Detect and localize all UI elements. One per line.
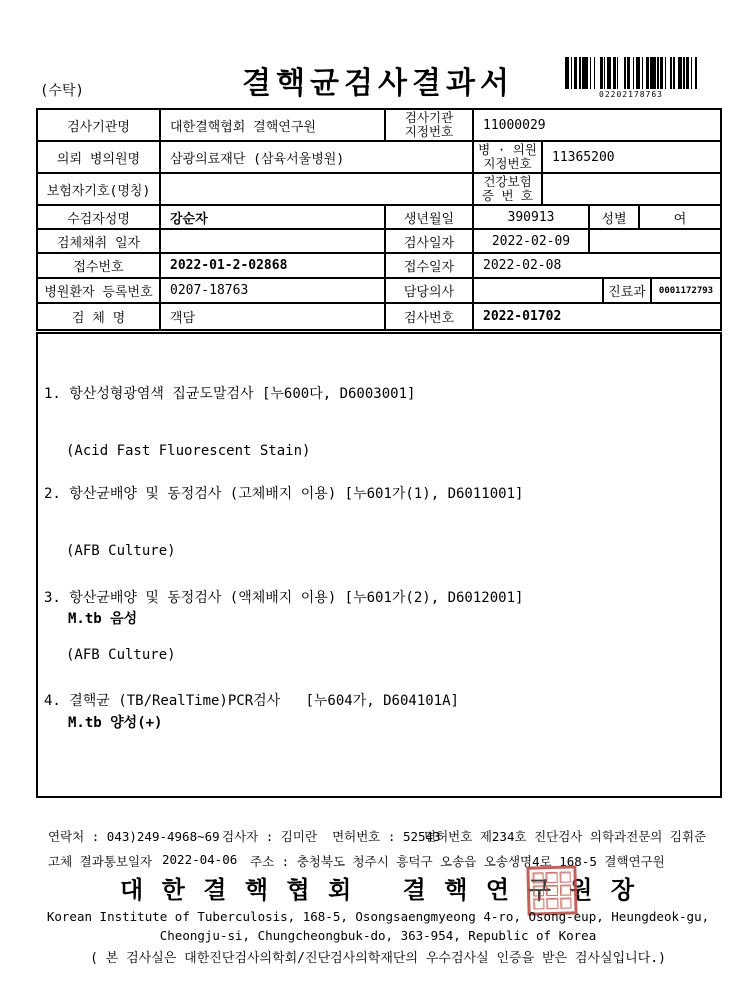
- label-test-number: 검사번호: [386, 304, 474, 329]
- label-agency-number-line1: 검사기관: [404, 110, 454, 125]
- table-row-receipt-number: [38, 254, 720, 279]
- table-row-patient-name: [38, 206, 720, 230]
- barcode: [565, 57, 697, 99]
- result-item-value: M.tb 양성(+): [68, 715, 163, 731]
- value-specimen-name: 객담: [161, 304, 386, 329]
- label-receipt-number: 접수번호: [38, 254, 161, 277]
- seal-glyph: [533, 872, 545, 883]
- label-receipt-date: 접수일자: [386, 254, 474, 277]
- seal-glyph: [533, 885, 545, 896]
- label-hospital-designation-number: [474, 142, 543, 172]
- info-table: [36, 108, 722, 331]
- result-item-title: 3. 항산균배양 및 동정검사 (액체배지 이용) [누601가(2), D6012001]: [44, 590, 524, 606]
- value-doctor: [474, 279, 604, 302]
- document-title: 결핵균검사결과서: [242, 66, 514, 101]
- address-info: 주소 : 충청북도 청주시 흥덕구 오송읍 오송생명4로 168-5 결핵연구원: [250, 854, 665, 869]
- label-birth-date: 생년월일: [386, 206, 474, 228]
- label-insurer-code: 보험자기호(명칭): [38, 174, 161, 204]
- english-address-line2: Cheongju-si, Chungcheongbuk-do, 363-954, Republic of Korea: [159, 928, 597, 943]
- value-birth-date: 390913: [474, 206, 590, 228]
- value-requesting-hospital: 삼광의료재단 (삼육서울병원): [161, 142, 474, 172]
- value-receipt-number: 2022-01-2-02868: [161, 254, 386, 277]
- barcode-number: 02202178763: [599, 90, 663, 99]
- value-hospital-designation-number: 11365200: [552, 149, 615, 165]
- label-doctor: 담당의사: [386, 279, 474, 302]
- result-item-title: 2. 항산균배양 및 동정검사 (고체배지 이용) [누601가(1), D6011001]: [44, 486, 524, 502]
- value-department: 0001172793: [658, 285, 714, 296]
- label-hospital-number-line1: 병 · 의원: [478, 142, 537, 157]
- solid-report-date: 2022-04-06: [162, 852, 238, 867]
- barcode-image: [565, 57, 697, 89]
- value-receipt-date: 2022-02-08: [483, 258, 562, 273]
- result-item-subtitle: (AFB Culture): [66, 647, 176, 663]
- label-test-date: 검사일자: [386, 230, 474, 252]
- label-test-agency: 검사기관명: [38, 110, 161, 140]
- value-patient-name: 강순자: [161, 206, 386, 228]
- value-insurance-cert-number: [543, 174, 720, 204]
- label-hospital-number-line2: 지정번호: [483, 156, 532, 171]
- label-insurance-cert-number: [474, 174, 543, 204]
- label-patient-name: 수검자성명: [38, 206, 161, 228]
- results-box: [36, 332, 722, 798]
- cell-empty: [590, 230, 720, 252]
- result-item-pcr: [44, 654, 714, 787]
- seal-glyph: [560, 898, 572, 909]
- table-row-requesting-hospital: [38, 142, 720, 174]
- value-agency-designation-number: 11000029: [483, 117, 546, 133]
- label-collection-date: 검체채취 일자: [38, 230, 161, 252]
- result-item-title: 4. 결핵균 (TB/RealTime)PCR검사 [누604가, D604101A]: [44, 693, 459, 709]
- label-agency-designation-number: [386, 110, 474, 140]
- label-sex: 성별: [590, 206, 640, 228]
- table-row-insurer-code: [38, 174, 720, 206]
- value-test-agency: 대한결핵협회 결핵연구원: [161, 110, 386, 140]
- seal-glyph: [546, 885, 558, 896]
- table-row-specimen: [38, 304, 720, 329]
- organization-title: 대 한 결 핵 협 회 결 핵 연 구 원 장: [119, 876, 637, 904]
- result-item-subtitle: (Acid Fast Fluorescent Stain): [66, 443, 311, 459]
- label-agency-number-line2: 지정번호: [404, 124, 454, 139]
- table-row-patient-id: [38, 279, 720, 304]
- label-insurance-cert-line2: 증 번 호: [481, 188, 534, 203]
- seal-glyph: [547, 898, 559, 909]
- english-address-line1: Korean Institute of Tuberculosis, 168-5, Osongsaengmyeong 4-ro, Osong-eup, Heungdeok-gu,: [46, 909, 710, 924]
- result-item-subtitle: (AFB Culture): [66, 543, 176, 559]
- label-insurance-cert-line1: 건강보험: [483, 174, 532, 189]
- seal-glyph: [533, 898, 545, 909]
- value-sex: 여: [673, 211, 687, 227]
- solid-report-date-label: 고체 결과통보일자: [48, 854, 153, 869]
- label-requesting-hospital: 의뢰 병의원명: [38, 142, 161, 172]
- consignment-label: (수탁): [40, 83, 84, 99]
- result-item-title: 1. 항산성형광염색 집균도말검사 [누600다, D6003001]: [44, 386, 416, 402]
- seal-glyph: [546, 872, 558, 883]
- contact-info: 연락처 : 043)249-4968~69: [48, 829, 220, 844]
- table-row-test-agency: [38, 110, 720, 142]
- examiner-info: 검사자 : 김미란 면허번호 : 52543: [222, 829, 441, 844]
- table-row-collection-date: [38, 230, 720, 254]
- value-patient-id: 0207-18763: [161, 279, 386, 302]
- value-insurer-code: [161, 174, 474, 204]
- seal-glyph: [559, 872, 571, 883]
- value-test-number: 2022-01702: [483, 309, 562, 324]
- seal-glyph: [560, 885, 572, 896]
- result-item-value: M.tb 음성: [68, 611, 138, 627]
- label-department: 진료과: [604, 279, 652, 302]
- accreditation-note: ( 본 검사실은 대한진단검사의학회/진단검사의학재단의 우수검사실 인증을 받은 검사실입니다.): [90, 951, 666, 966]
- license-info: 면허번호 제234호 진단검사 의학과전문의 김휘준: [424, 829, 707, 844]
- label-specimen-name: 검 체 명: [38, 304, 161, 329]
- value-collection-date: [161, 230, 386, 252]
- label-patient-id: 병원환자 등록번호: [38, 279, 161, 302]
- value-test-date: 2022-02-09: [474, 230, 590, 252]
